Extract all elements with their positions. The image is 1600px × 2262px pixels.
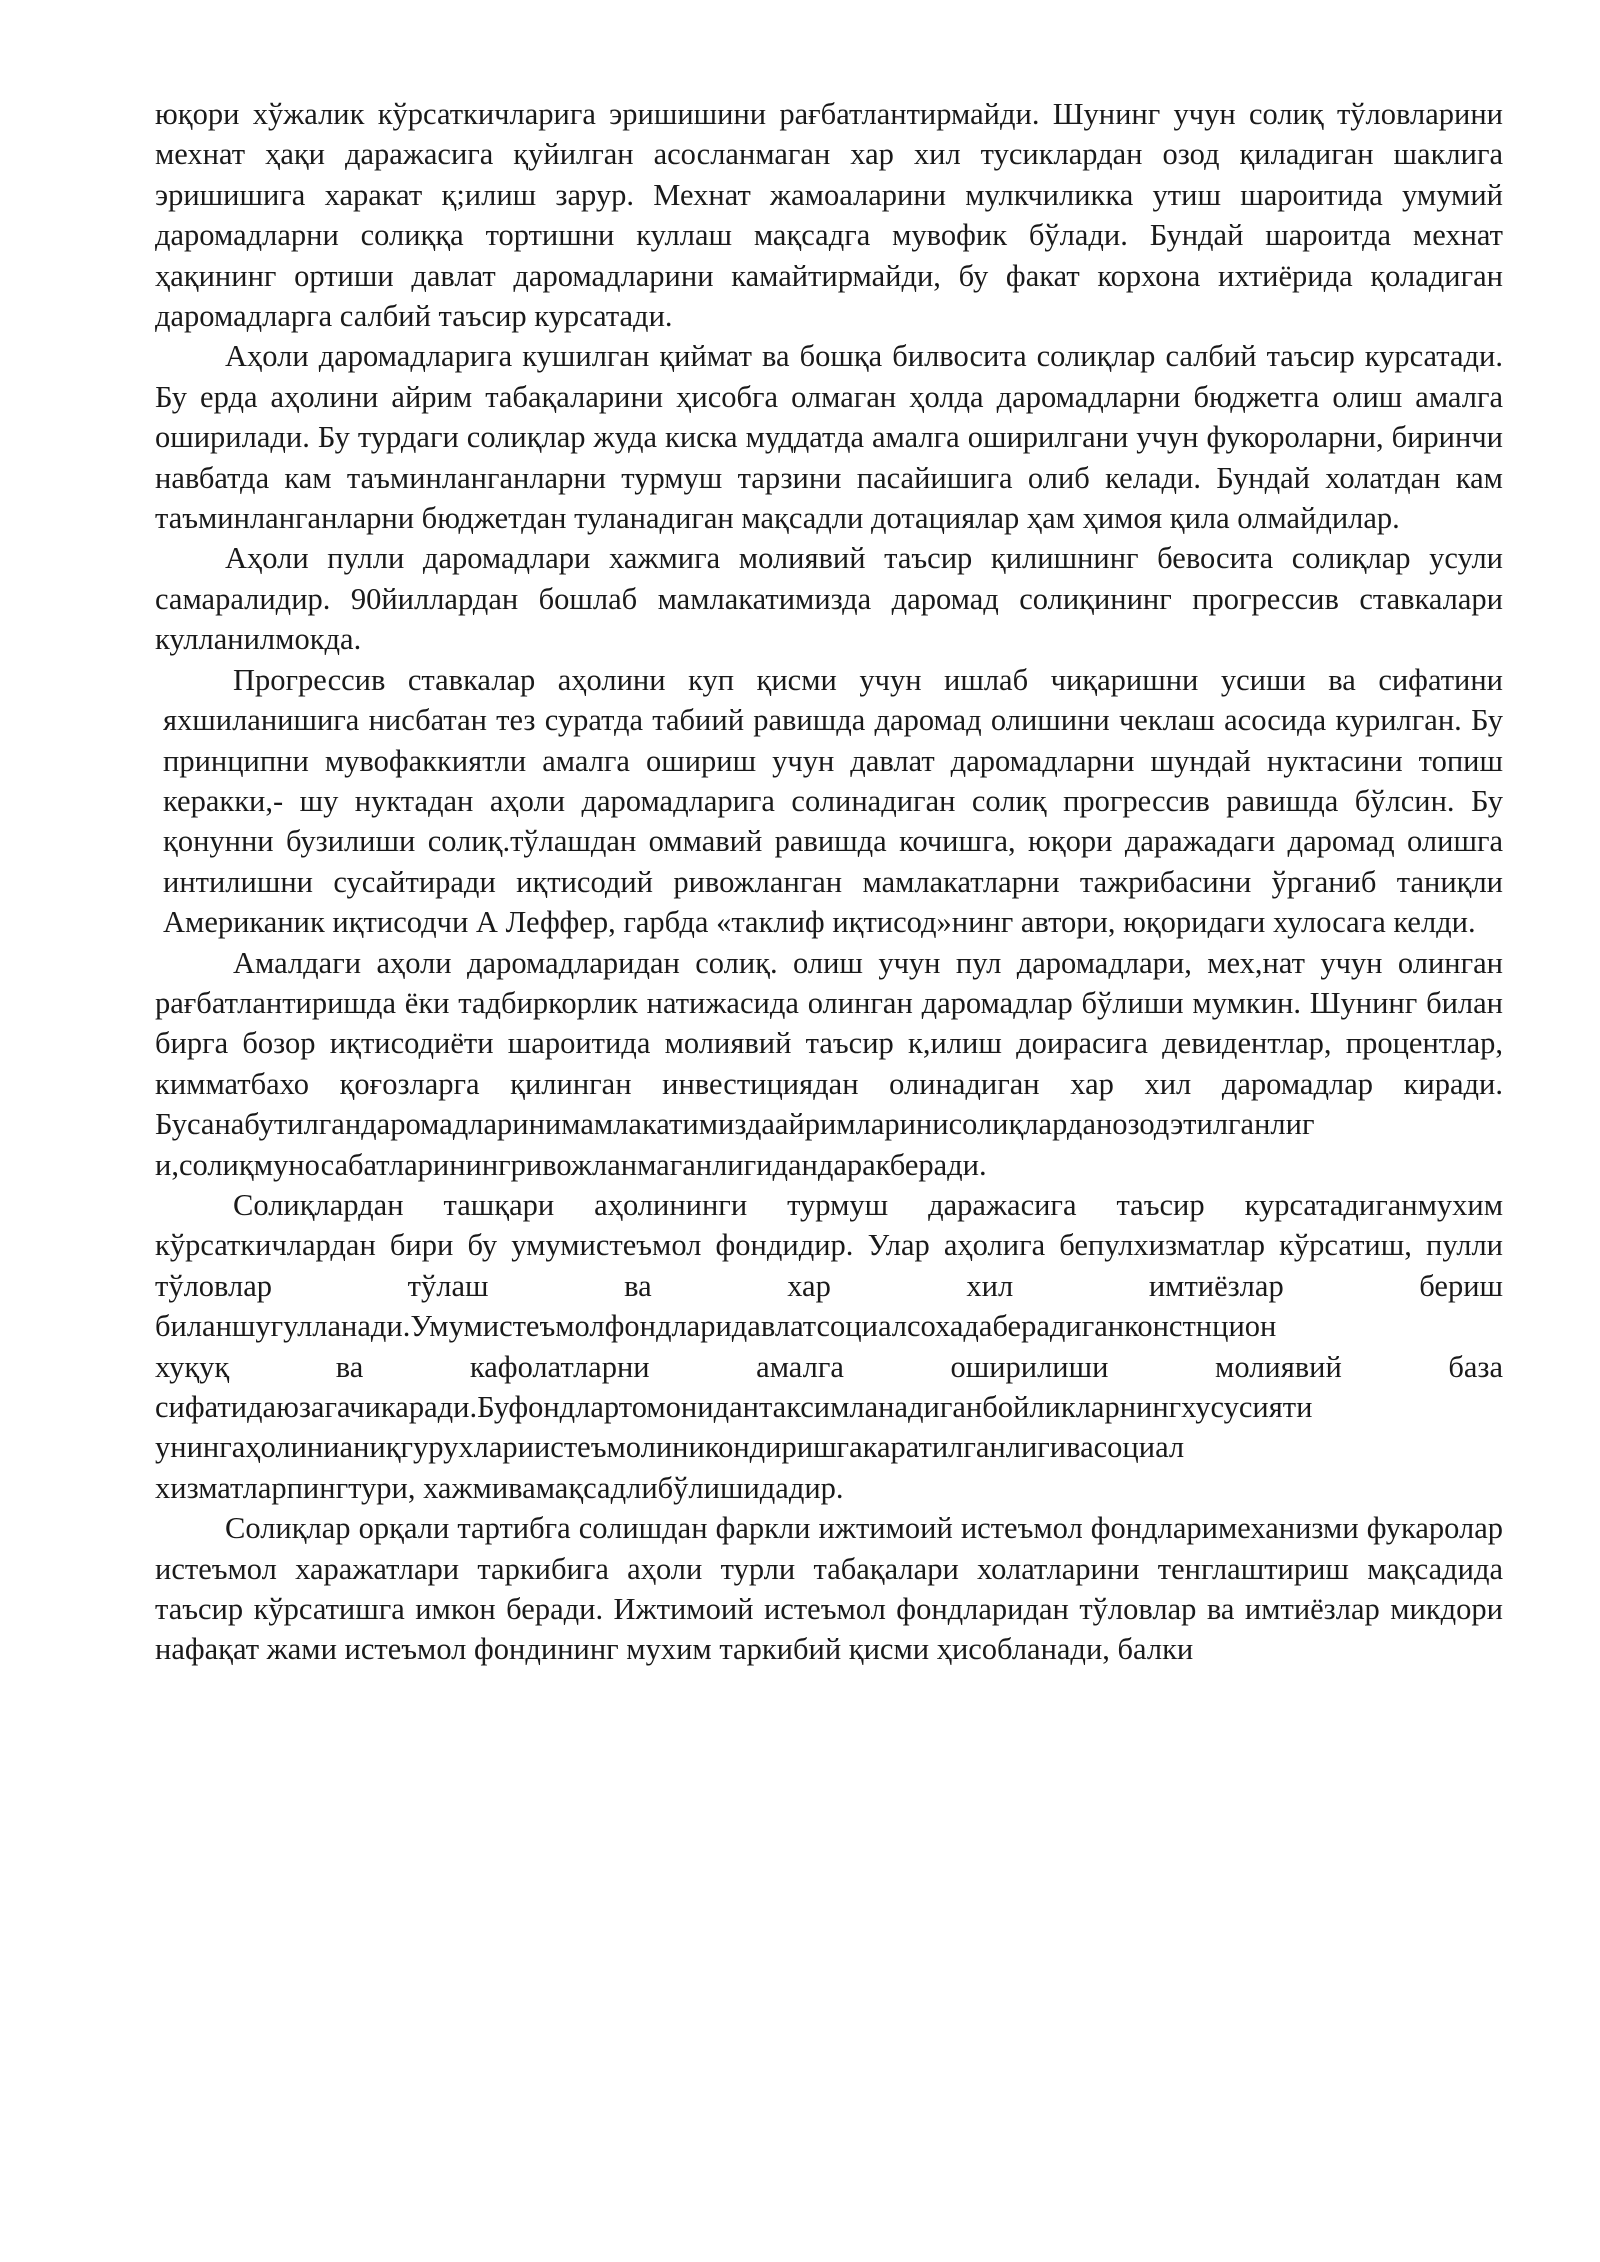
paragraph-6-line-unspaced-3: унингаҳолинианиқгурухлариистеъмолиникондиришгакаратилганлигивасоциал [155,1430,1185,1465]
paragraph-7: Солиқлар орқали тартибга солишдан фаркли ижтимоий истеъмол фондларимеханизми фукаролар истеъмол харажатлари таркибига аҳоли турли табақалари холатларини тенглаштириш мақсадида таъсир кўрсатишга имкон беради. Ижтимоий истеъмол фондларидан тўловлар ва имтиёзлар микдори нафақат жами истеъмол фондининг мухим таркибий қисми ҳисобланади, балки [155,1511,1503,1667]
document-page [155,94,1503,1670]
paragraph-5-line-unspaced-2: и,солиқмуносабатларинингривожланмаганлигидандаракберади. [155,1147,987,1182]
paragraph-6-line-justified: хуқуқ ва кафолатларни амалга оширилиши молиявий база [155,1349,1503,1384]
paragraph-5-line-unspaced-1: Бусанабутилгандаромадларинимамлакатимиздаайримларинисолиқларданозодэтилганлиг [155,1107,1315,1142]
paragraph-6-body: Солиқлардан ташқари аҳолининги турмуш даражасига таъсир курсатадиганмухим кўрсаткичлардан бири бу умумистеъмол фондидир. Улар аҳолига бепулхизматлар кўрсатиш, пулли тўловлар тўлаш ва хар хил имтиёзлар бериш [155,1187,1503,1303]
paragraph-6-line-unspaced-1: биланшугулланади.Умумистеъмолфондларидавлатсоциалсохадаберадиганконстнцион [155,1309,1277,1344]
paragraph-4: Прогрессив ставкалар аҳолини куп қисми учун ишлаб чиқаришни усиши ва сифатини яхшиланишига нисбатан тез суратда табиий равишда даромад олишини чеклаш асосида курилган. Бу принципни мувофаккиятли амалга ошириш учун давлат даромадларни шундай нуктасини топиш керакки,- шу нуктадан аҳоли даромадларига солинадиган солиқ прогрессив равишда бўлсин. Бу қонунни бузилиши солиқ.тўлашдан оммавий равишда кочишга, юқори даражадаги даромад олишга интилишни сусайтиради иқтисодий ривожланган мамлакатларни тажрибасини ўрганиб таниқли Американик иқтисодчи А Леффер, гарбда «таклиф иқтисод»нинг автори, юқоридаги хулосага келди. [163,662,1503,940]
paragraph-6-line-unspaced-4: хизматларпингтури, хажмивамақсадлибўлишидадир. [155,1470,844,1505]
paragraph-2: Аҳоли даромадларига кушилган қиймат ва бошқа билвосита солиқлар салбий таъсир курсатади. Бу ерда аҳолини айрим табақаларини ҳисобга олмаган ҳолда даромадларни бюджетга олиш амалга оширилади. Бу турдаги солиқлар жуда киска муддатда амалга оширилгани учун фукороларни, биринчи навбатда кам таъминланганларни турмуш тарзини пасайишига олиб келади. Бундай холатдан кам таъминланганларни бюджетдан туланадиган мақсадли дотациялар ҳам ҳимоя қила олмайдилар. [155,339,1503,536]
paragraph-5 [155,943,1503,1185]
paragraph-6 [155,1185,1503,1508]
paragraph-5-body: Амалдаги аҳоли даромадларидан солиқ. олиш учун пул даромадлари, мех,нат учун олинган рағбатлантиришда ёки тадбиркорлик натижасида олинган даромадлар бўлиши мумкин. Шунинг билан бирга бозор иқтисодиёти шароитида молиявий таъсир к,илиш доирасига девидентлар, процентлар, кимматбахо қоғозларга қилинган инвестициядан олинадиган хар хил даромадлар киради. [155,945,1503,1101]
paragraph-3: Аҳоли пулли даромадлари хажмига молиявий таъсир қилишнинг бевосита солиқлар усули самаралидир. 90йиллардан бошлаб мамлакатимизда даромад солиқининг прогрессив ставкалари кулланилмокда. [155,541,1503,657]
paragraph-1: юқори хўжалик кўрсаткичларига эришишини рағбатлантирмайди. Шунинг учун солиқ тўловларини мехнат ҳақи даражасига қуйилган асосланмаган хар хил тусиклардан озод қиладиган шаклига эришишига харакат қ;илиш зарур. Мехнат жамоаларини мулкчиликка утиш шароитида умумий даромадларни солиққа тортишни куллаш мақсадга мувофик бўлади. Бундай шароитда мехнат ҳақининг ортиши давлат даромадларини камайтирмайди, бу факат корхона ихтиёрида қоладиган даромадларга салбий таъсир курсатади. [155,97,1503,334]
paragraph-6-line-unspaced-2: сифатидаюзагачикаради.Буфондлартомонидантаксимланадиганбойликларнингхусусияти [155,1390,1313,1424]
